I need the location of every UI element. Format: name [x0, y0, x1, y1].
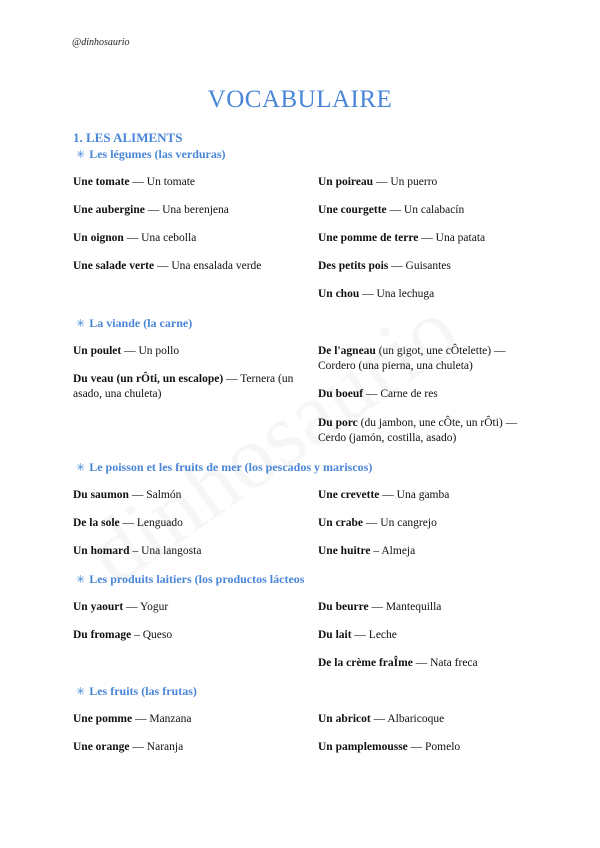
- subheading-legumes: [76, 147, 226, 162]
- vocab-item: Un chou — Una lechuga: [318, 288, 435, 300]
- subheading-fruits: [76, 684, 197, 699]
- vocab-item: Une pomme — Manzana: [73, 713, 192, 725]
- star-icon: ✳: [76, 686, 86, 698]
- vocab-item: Du porc (du jambon, une cÔte, un rÔti) — Cerdo (jamón, costilla, asado): [318, 417, 518, 444]
- subheading-label: Les légumes (las verduras): [89, 147, 226, 161]
- vocab-item: Un pamplemousse — Pomelo: [318, 741, 461, 753]
- subheading-label: La viande (la carne): [89, 316, 193, 330]
- vocab-item: De la crème fraÎme — Nata freca: [318, 657, 478, 669]
- vocab-item: Une crevette — Una gamba: [318, 489, 450, 501]
- vocab-item: Un abricot — Albaricoque: [318, 713, 445, 725]
- vocab-item: Une aubergine — Una berenjena: [73, 204, 229, 216]
- star-icon: ✳: [76, 574, 86, 586]
- vocab-item: De la sole — Lenguado: [73, 517, 183, 529]
- author-handle: @dinhosaurio: [72, 37, 130, 48]
- subheading-poisson: [76, 460, 372, 475]
- page-title: VOCABULAIRE: [207, 86, 393, 113]
- subheading-viande: [76, 316, 192, 331]
- vocab-item: Une courgette — Un calabacín: [318, 204, 465, 216]
- vocab-item: Du lait — Leche: [318, 629, 397, 641]
- vocab-item: Du boeuf — Carne de res: [318, 388, 438, 400]
- vocab-item: Du fromage – Queso: [73, 629, 173, 641]
- vocab-item: Du beurre — Mantequilla: [318, 601, 442, 613]
- vocab-item: Du saumon — Salmón: [73, 489, 182, 501]
- subheading-laitiers: [76, 572, 304, 587]
- vocab-item: Un oignon — Una cebolla: [73, 232, 197, 244]
- vocab-item: Du veau (un rÔti, un escalope) — Ternera (un asado, una chuleta): [73, 373, 294, 400]
- subheading-label: Les produits laitiers (los productos lácteos: [89, 572, 305, 586]
- star-icon: ✳: [76, 462, 86, 474]
- vocab-item: Une salade verte — Una ensalada verde: [73, 260, 262, 272]
- vocab-item: Un crabe — Un cangrejo: [318, 517, 437, 529]
- subheading-label: Les fruits (las frutas): [89, 684, 197, 698]
- vocab-item: Un homard – Una langosta: [73, 545, 202, 557]
- vocab-item: Une tomate — Un tomate: [73, 176, 196, 188]
- section-heading: 1. LES ALIMENTS: [73, 130, 183, 145]
- vocab-item: Un poulet — Un pollo: [73, 345, 180, 357]
- star-icon: ✳: [76, 149, 86, 161]
- vocab-item: Une orange — Naranja: [73, 741, 184, 753]
- subheading-label: Le poisson et les fruits de mer (los pescados y mariscos): [89, 460, 373, 474]
- vocab-item: Des petits pois — Guisantes: [318, 260, 451, 272]
- star-icon: ✳: [76, 318, 86, 330]
- vocab-item: Un yaourt — Yogur: [73, 601, 169, 613]
- vocab-item: Une huitre – Almeja: [318, 545, 416, 557]
- vocab-item: Une pomme de terre — Una patata: [318, 232, 486, 244]
- vocab-item: De l'agneau (un gigot, une cÔtelette) — Cordero (una pierna, una chuleta): [318, 345, 506, 372]
- vocab-item: Un poireau — Un puerro: [318, 176, 438, 188]
